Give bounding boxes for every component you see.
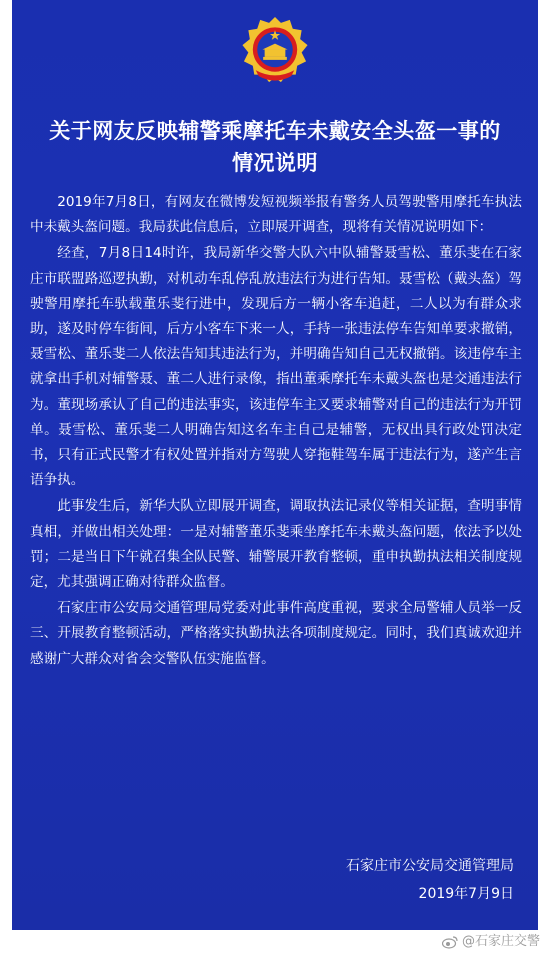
weibo-icon [442, 935, 458, 949]
watermark-text: @石家庄交警 [461, 934, 540, 949]
signature-block [346, 852, 514, 908]
paragraph-commitment: 石家庄市公安局交通管理局党委对此事件高度重视，要求全局警辅人员举一反三、开展教育整顿活动，严格落实执勤执法各项制度规定。同时，我们真诚欢迎并感谢广大群众对省会交警队伍实施监督。 [30, 600, 522, 667]
notice-title-line1: 关于网友反映辅警乘摩托车未戴安全头盔一事的 [49, 119, 501, 143]
signature-org: 石家庄市公安局交通管理局 [346, 858, 514, 874]
notice-body [30, 190, 522, 673]
notice-panel [12, 0, 538, 930]
paragraph-handling: 此事发生后，新华大队立即展开调查，调取执法记录仪等相关证据，查明事情真相，并做出相关处理：一是对辅警董乐斐乘坐摩托车未戴头盔问题，依法予以处罚；二是当日下午就召集全队民警、辅警展开教育整顿，重申执勤执法相关制度规定，尤其强调正确对待群众监督。 [30, 498, 522, 591]
weibo-watermark [442, 932, 540, 952]
paragraph-intro: 2019年7月8日，有网友在微博发短视频举报有警务人员驾驶警用摩托车执法中未戴头盔问题。我局获此信息后，立即展开调查，现将有关情况说明如下： [30, 194, 522, 236]
paragraph-investigation: 经查，7月8日14时许，我局新华交警大队六中队辅警聂雪松、董乐斐在石家庄市联盟路巡逻执勤，对机动车乱停乱放违法行为进行告知。聂雪松（戴头盔）驾驶警用摩托车驮载董乐斐行进中，发现后方一辆小客车追赶，二人以为有群众求助，遂及时停车街间，后方小客车下来一人，手持一张违法停车告知单要求撤销，聂雪松、董乐斐二人依法告知其违法行为，并明确告知自己无权撤销。该违停车主就拿出手机对辅警聂、董二人进行录像，指出董乘摩托车未戴头盔也是交通违法行为。董现场承认了自己的违法事实，该违停车主又要求辅警对自己的违法行为开罚单。聂雪松、董乐斐二人明确告知这名车主自己是辅警，无权出具行政处罚决定书，只有正式民警才有权处置并指对方驾驶人穿拖鞋驾车属于违法行为，遂产生言语争执。 [30, 245, 522, 489]
police-emblem-icon [238, 14, 312, 88]
notice-title-line2: 情况说明 [232, 151, 318, 175]
signature-date: 2019年7月9日 [418, 886, 514, 902]
